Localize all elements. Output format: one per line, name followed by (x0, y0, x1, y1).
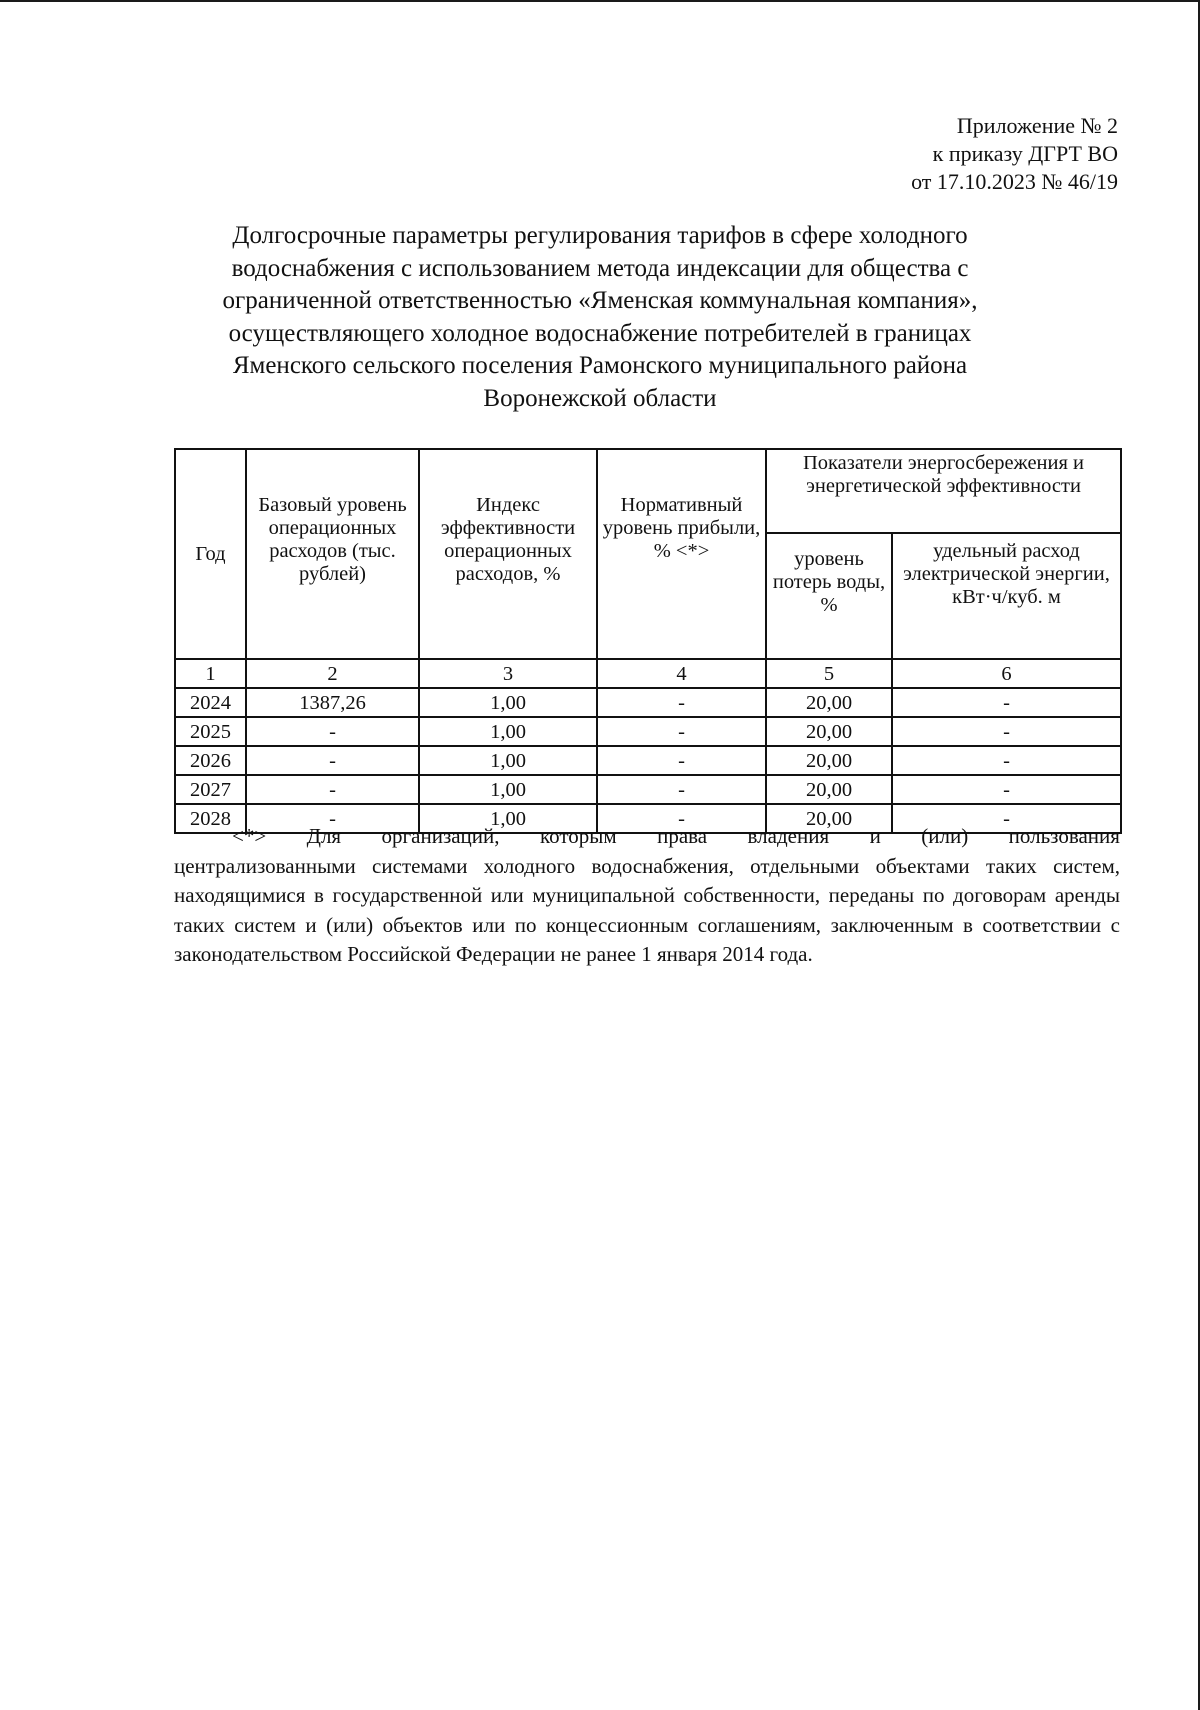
title-line-2: водоснабжения с использованием метода индексации для общества с (231, 254, 969, 282)
header-base-opex: Базовый уровень операционных расходов (тыс. рублей) (246, 449, 419, 659)
tariff-parameters-table (174, 448, 1122, 834)
cell-water-loss: 20,00 (766, 717, 892, 746)
table-row (175, 717, 1121, 746)
cell-year: 2025 (175, 717, 246, 746)
footnote (174, 822, 1120, 970)
cell-water-loss: 20,00 (766, 804, 892, 833)
table-row (175, 746, 1121, 775)
cell-water-loss: 20,00 (766, 688, 892, 717)
footnote-word: (или) (921, 824, 969, 848)
column-number: 1 (175, 659, 246, 688)
cell-efficiency-index: 1,00 (419, 688, 597, 717)
cell-year: 2028 (175, 804, 246, 833)
cell-electricity: - (892, 804, 1121, 833)
cell-base-opex: - (246, 746, 419, 775)
cell-base-opex: - (246, 775, 419, 804)
footnote-word: <*> (232, 824, 267, 848)
header-electricity: удельный расход электрической энергии, кВт·ч/куб. м (892, 533, 1121, 659)
cell-profit-level: - (597, 717, 766, 746)
column-number: 5 (766, 659, 892, 688)
title-line-3: ограниченной ответственностью «Яменская коммунальная компания», (222, 287, 978, 314)
appendix-number: Приложение № 2 (956, 113, 1118, 138)
column-number: 3 (419, 659, 597, 688)
document-title (150, 220, 1050, 415)
header-water-loss: уровень потерь воды, % (766, 533, 892, 659)
header-profit-level: Нормативный уровень прибыли, % <*> (597, 449, 766, 659)
cell-electricity: - (892, 775, 1121, 804)
cell-water-loss: 20,00 (766, 746, 892, 775)
footnote-word: пользования (1008, 824, 1120, 848)
order-date-number: от 17.10.2023 № 46/19 (911, 169, 1118, 194)
header-efficiency-index: Индекс эффективности операционных расходов, % (419, 449, 597, 659)
title-line-6: Воронежской области (483, 384, 717, 412)
cell-profit-level: - (597, 746, 766, 775)
footnote-word: владения (747, 824, 830, 848)
title-line-1: Долгосрочные параметры регулирования тарифов в сфере холодного (232, 222, 968, 249)
scan-top-edge (0, 0, 1200, 2)
cell-efficiency-index: 1,00 (419, 746, 597, 775)
column-number: 2 (246, 659, 419, 688)
column-number: 6 (892, 659, 1121, 688)
cell-year: 2027 (175, 775, 246, 804)
footnote-word: организаций, (381, 824, 500, 848)
table-row (175, 688, 1121, 717)
cell-efficiency-index: 1,00 (419, 775, 597, 804)
appendix-header (911, 112, 1118, 196)
cell-base-opex: - (246, 717, 419, 746)
cell-electricity: - (892, 717, 1121, 746)
footnote-word: и (869, 824, 881, 848)
cell-electricity: - (892, 688, 1121, 717)
cell-year: 2026 (175, 746, 246, 775)
cell-base-opex: 1387,26 (246, 688, 419, 717)
cell-profit-level: - (597, 804, 766, 833)
cell-profit-level: - (597, 688, 766, 717)
order-reference: к приказу ДГРТ ВО (932, 141, 1118, 166)
cell-efficiency-index: 1,00 (419, 717, 597, 746)
footnote-first-line (174, 822, 1120, 852)
table-row (175, 775, 1121, 804)
cell-year: 2024 (175, 688, 246, 717)
title-line-4: осуществляющего холодное водоснабжение потребителей в границах (228, 319, 972, 347)
cell-profit-level: - (597, 775, 766, 804)
footnote-word: которым (539, 824, 617, 848)
header-energy-group: Показатели энергосбережения и энергетической эффективности (766, 449, 1121, 533)
title-line-5: Яменского сельского поселения Рамонского муниципального района (232, 352, 968, 379)
footnote-text: централизованными системами холодного водоснабжения, отдельными объектами таких систем, находящимися в государственной или муниципальной собственности, переданы по договорам аренды таких систем и (или) объектов или по концессионным соглашениям, заключенным в соответствии с законодательством Российской Федерации не ранее 1 января 2014 года. (174, 853, 1120, 966)
footnote-word: права (657, 824, 708, 848)
cell-base-opex: - (246, 804, 419, 833)
cell-water-loss: 20,00 (766, 775, 892, 804)
cell-electricity: - (892, 746, 1121, 775)
header-year: Год (175, 449, 246, 659)
cell-efficiency-index: 1,00 (419, 804, 597, 833)
footnote-word: Для (306, 824, 342, 848)
column-number: 4 (597, 659, 766, 688)
column-number-row (175, 659, 1121, 688)
